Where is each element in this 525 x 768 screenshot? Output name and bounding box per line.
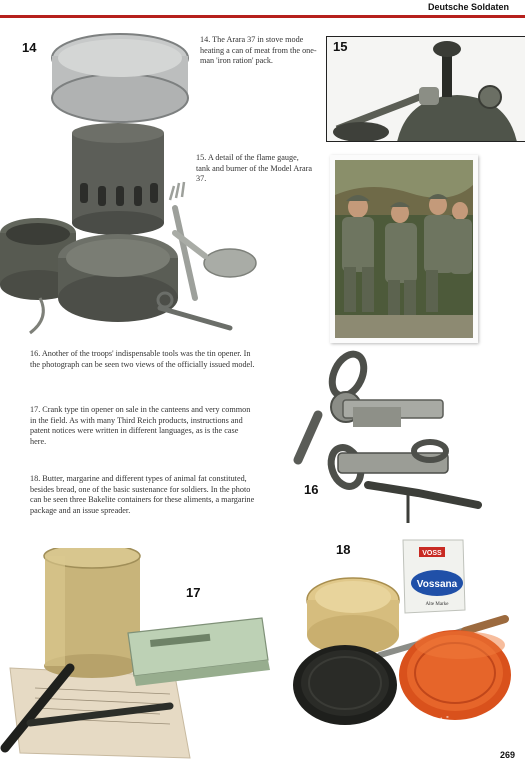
photo-15-burner bbox=[326, 36, 525, 142]
page-number: 269 bbox=[499, 750, 515, 760]
caption-15: 15. A detail of the flame gauge, tank and burner of the Model Arara 37. bbox=[196, 153, 312, 183]
photo-number-18: 18 bbox=[336, 542, 351, 557]
tin-can-illustration bbox=[0, 548, 280, 768]
photo-number-16: 16 bbox=[304, 482, 319, 497]
watermark-user: Cane Bull bbox=[440, 754, 467, 760]
caption-17: 17. Crank type tin opener on sale in the canteens and very common in the field. As with many Third Reich products, instructions and patent notices were written in different languages, as is the case here. bbox=[30, 405, 251, 446]
photo-soldiers-historical bbox=[330, 155, 478, 343]
orange-container bbox=[399, 630, 511, 720]
photo-16-tin-openers bbox=[278, 345, 503, 535]
green-box bbox=[128, 618, 270, 686]
black-container bbox=[293, 645, 397, 725]
spreader-handle bbox=[465, 619, 505, 631]
tin-opener-illustration bbox=[278, 345, 503, 535]
tin-opener-bottom bbox=[326, 442, 478, 523]
burner-illustration bbox=[327, 37, 525, 141]
photo-number-15: 15 bbox=[333, 39, 348, 54]
margarine-box bbox=[403, 540, 465, 613]
photo-number-17: 17 bbox=[186, 585, 201, 600]
photo-number-14: 14 bbox=[22, 40, 37, 55]
vossana-label: Vossana bbox=[416, 579, 458, 590]
watermark-subtitle: торговая площадка bbox=[421, 743, 485, 750]
tan-container bbox=[307, 578, 399, 655]
vossana-sub-label: Alte Marke bbox=[425, 602, 449, 607]
caption-18: 18. Butter, margarine and different types of animal fat constituted, besides bread, one of the basic sustenance for soldiers. In the photo can be seen three Bakelite containers for these aliments, a margarine package and an issue spreader. bbox=[30, 474, 255, 515]
running-head: Deutsche Soldaten bbox=[427, 2, 509, 12]
pot-chain bbox=[30, 298, 43, 333]
soldiers-illustration bbox=[330, 155, 478, 343]
voss-small-label: VOSS bbox=[422, 550, 442, 557]
caption-14: 14. The Arara 37 in stove mode heating a can of meat from the one-man 'iron ration' pack. bbox=[200, 35, 317, 65]
tin-can bbox=[44, 548, 140, 678]
caption-16: 16. Another of the troops' indispensable tools was the tin opener. In the photograph can be seen two views of the officially issued model. bbox=[30, 349, 255, 369]
stove-cylinder bbox=[72, 123, 164, 235]
stove-lid bbox=[52, 34, 188, 122]
watermark-auction: Auction.ru bbox=[398, 712, 503, 737]
photo-17-tin-opener-package bbox=[0, 548, 280, 768]
